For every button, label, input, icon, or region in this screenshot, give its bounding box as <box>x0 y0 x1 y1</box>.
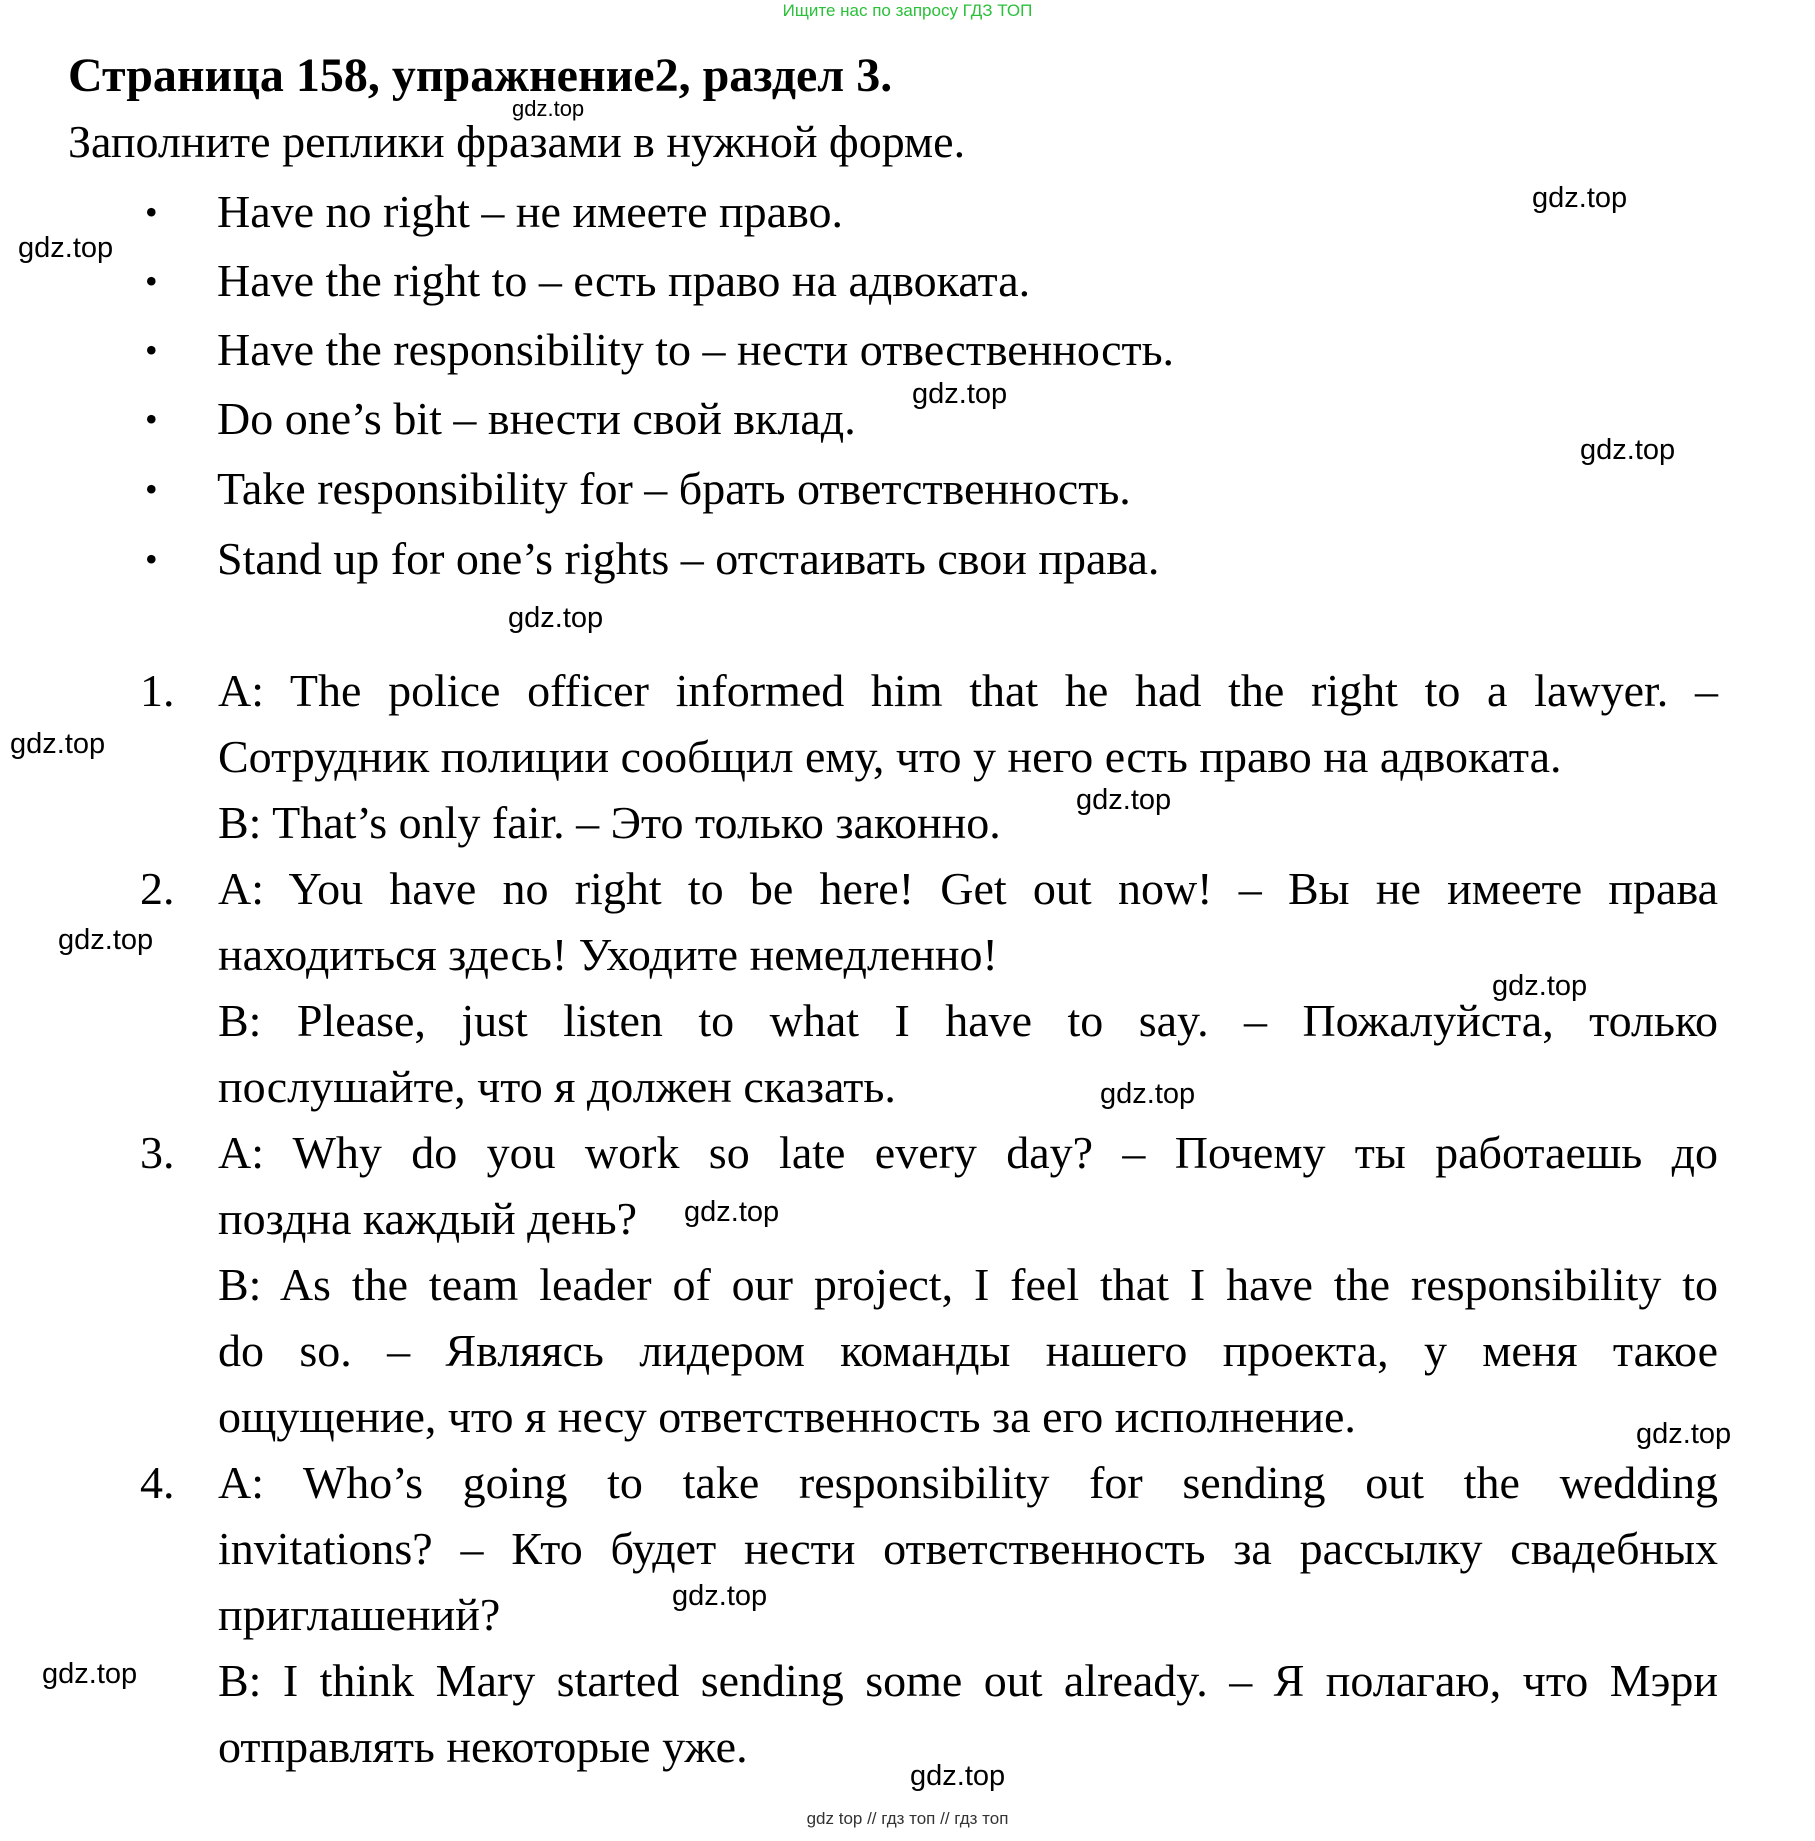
watermark: gdz.top <box>18 232 114 264</box>
dialog-line: находиться здесь! Уходите немедленно! <box>218 929 998 980</box>
watermark: gdz.top <box>684 1196 780 1228</box>
phrase-item <box>145 527 1595 591</box>
phrase-item <box>145 180 1595 244</box>
dialog-line: приглашений? <box>218 1589 501 1640</box>
dialog-line: послушайте, что я должен сказать. <box>218 1061 896 1112</box>
footer-links: gdz top // гдз топ // гдз топ <box>806 1809 1009 1828</box>
watermark: gdz.top <box>1100 1078 1196 1110</box>
bullet-icon: • <box>145 192 158 232</box>
phrase-item <box>145 318 1595 382</box>
dialog-line: B: As the team leader of our project, I feel that I have the responsibility to <box>218 1259 1718 1310</box>
dialog-line: Сотрудник полиции сообщил ему, что у него есть право на адвоката. <box>218 731 1562 782</box>
dialog-number: 4. <box>140 1457 175 1508</box>
exercise-instruction: Заполните реплики фразами в нужной форме. <box>68 116 966 167</box>
watermark: gdz.top <box>58 924 154 956</box>
page-title: Страница 158, упражнение2, раздел 3. <box>68 49 893 102</box>
dialog-line: A: The police officer informed him that he had the right to a lawyer. – <box>218 665 1718 716</box>
dialog-line: A: Why do you work so late every day? – Почему ты работаешь до <box>218 1127 1718 1178</box>
watermark: gdz.top <box>42 1658 138 1690</box>
watermark: gdz.top <box>512 96 585 121</box>
phrase-text: Have the responsibility to – нести отвественность. <box>217 324 1175 375</box>
watermark: gdz.top <box>672 1580 768 1612</box>
watermark: gdz.top <box>1580 434 1676 466</box>
phrase-text: Do one’s bit – внести свой вклад. <box>217 393 856 444</box>
dialog-line: A: You have no right to be here! Get out now! – Вы не имеете права <box>218 863 1718 914</box>
dialog-line: A: Who’s going to take responsibility for sending out the wedding <box>218 1457 1718 1508</box>
phrase-text: Take responsibility for – брать ответственность. <box>217 463 1131 514</box>
phrase-item <box>145 457 1595 521</box>
bullet-icon: • <box>145 469 158 509</box>
dialog-number: 2. <box>140 863 175 914</box>
phrase-text: Have no right – не имеете право. <box>217 186 843 237</box>
dialog-line: отправлять некоторые уже. <box>218 1721 748 1772</box>
dialog-line: B: That’s only fair. – Это только законно. <box>218 797 1001 848</box>
dialog-line: поздна каждый день? <box>218 1193 638 1244</box>
bullet-icon: • <box>145 539 158 579</box>
phrase-item <box>145 387 1595 451</box>
dialog-number: 1. <box>140 665 175 716</box>
phrase-text: Stand up for one’s rights – отстаивать свои права. <box>217 533 1160 584</box>
phrase-item <box>145 249 1595 313</box>
watermark: gdz.top <box>508 602 604 634</box>
dialog-number: 3. <box>140 1127 175 1178</box>
watermark: gdz.top <box>910 1760 1006 1792</box>
dialog-line: B: Please, just listen to what I have to say. – Пожалуйста, только <box>218 995 1718 1046</box>
watermark: gdz.top <box>1532 182 1628 214</box>
dialog-line: do so. – Являясь лидером команды нашего проекта, у меня такое <box>218 1325 1718 1376</box>
dialog-line: invitations? – Кто будет нести ответственность за рассылку свадебных <box>218 1523 1718 1574</box>
bullet-icon: • <box>145 261 158 301</box>
top-banner: Ищите нас по запросу ГДЗ ТОП <box>782 1 1033 20</box>
watermark: gdz.top <box>912 378 1008 410</box>
watermark: gdz.top <box>10 728 106 760</box>
watermark: gdz.top <box>1636 1418 1732 1450</box>
dialog-line: ощущение, что я несу ответственность за его исполнение. <box>218 1391 1356 1442</box>
bullet-icon: • <box>145 399 158 439</box>
phrase-text: Have the right to – есть право на адвоката. <box>217 255 1031 306</box>
watermark: gdz.top <box>1076 784 1172 816</box>
watermark: gdz.top <box>1492 970 1588 1002</box>
dialog-line: B: I think Mary started sending some out already. – Я полагаю, что Мэри <box>218 1655 1718 1706</box>
bullet-icon: • <box>145 330 158 370</box>
